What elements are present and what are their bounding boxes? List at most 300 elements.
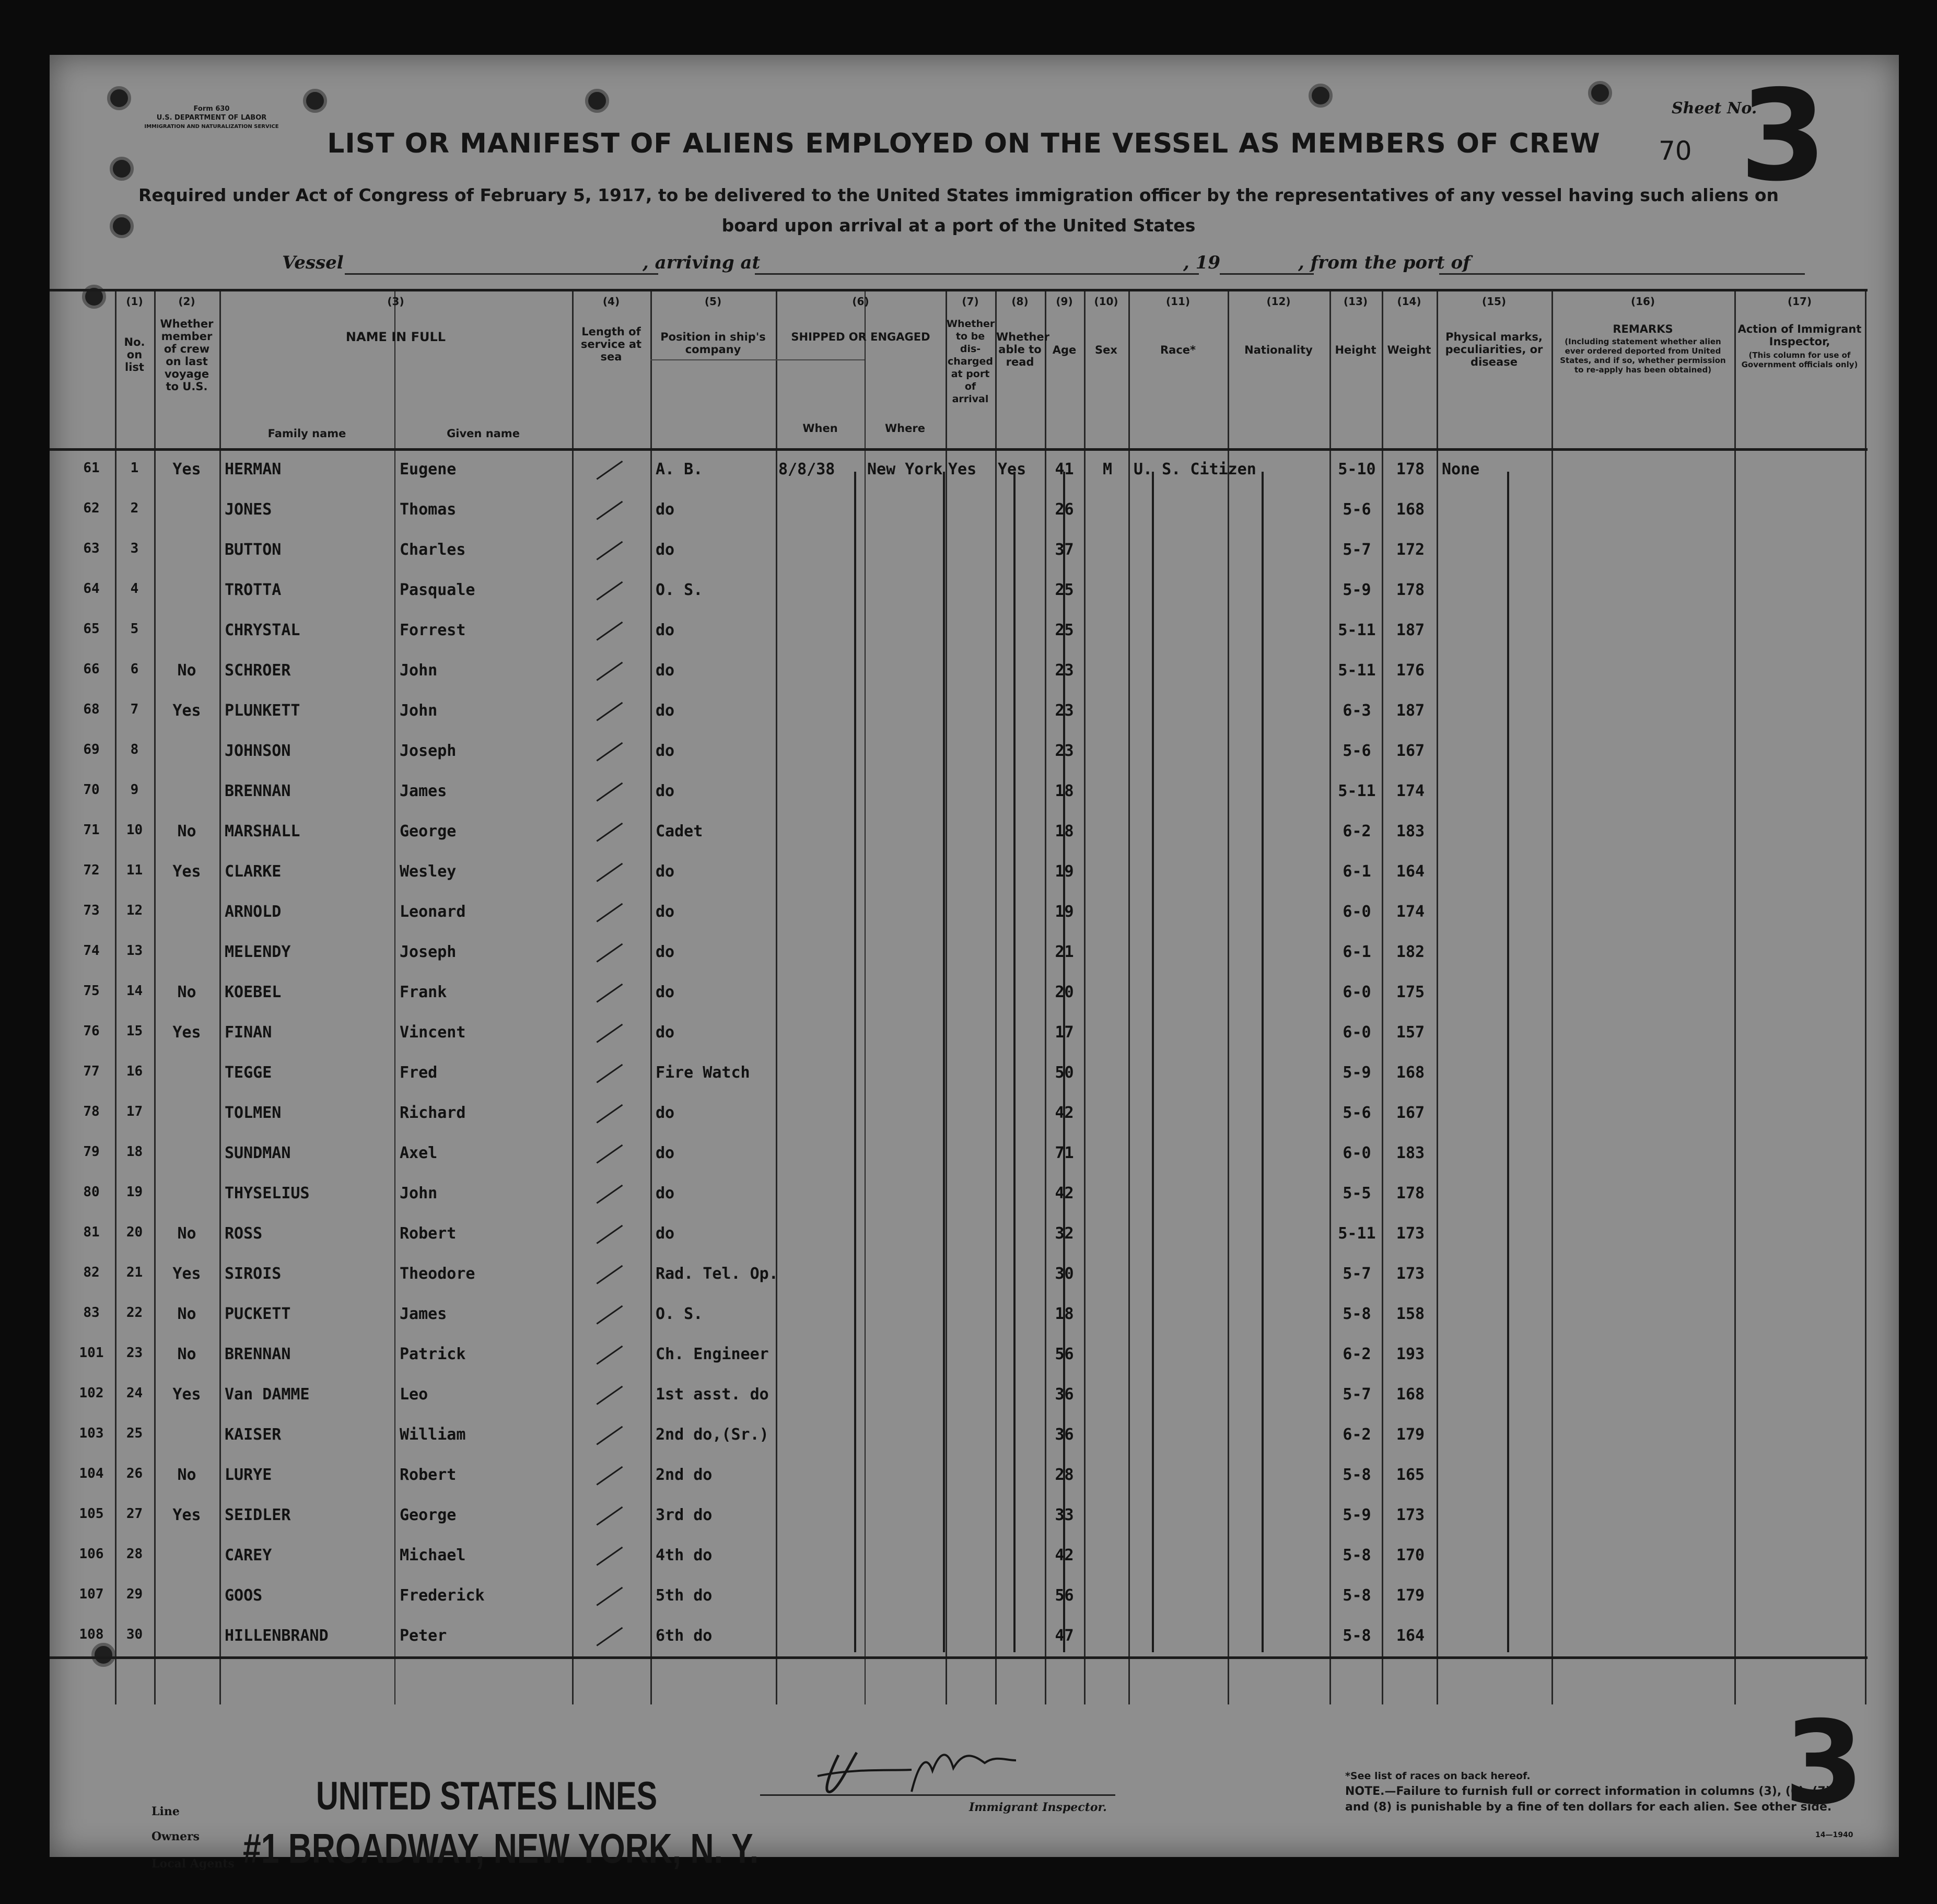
table-row [50, 1617, 1868, 1657]
cell-given: Joseph [400, 742, 457, 760]
table-row [50, 1215, 1868, 1255]
cell-age: 20 [1055, 983, 1074, 1001]
cell-position: do [656, 1224, 675, 1243]
cell-weight: 167 [1396, 742, 1425, 760]
cell-height: 6-0 [1343, 1144, 1371, 1162]
cell-margin: 72 [83, 862, 100, 878]
cell-member: No [177, 1224, 196, 1243]
cell-margin: 108 [79, 1627, 104, 1642]
tick-mark [596, 1547, 623, 1567]
header-given-name: Given name [447, 427, 520, 440]
cell-given: Thomas [400, 500, 457, 519]
cell-no: 25 [126, 1426, 143, 1441]
cell-no: 6 [130, 661, 139, 677]
cell-no: 20 [126, 1224, 143, 1240]
cell-no: 2 [130, 500, 139, 516]
cell-position: do [656, 903, 675, 921]
column-number: (8) [1011, 295, 1029, 308]
address-stamp: #1 BROADWAY, NEW YORK, N. Y. [243, 1825, 759, 1872]
line-stamp: UNITED STATES LINES [316, 1774, 658, 1818]
column-number: (4) [602, 295, 620, 308]
cell-age: 17 [1055, 1023, 1074, 1042]
cell-weight: 178 [1396, 460, 1425, 478]
cell-weight: 164 [1396, 862, 1425, 881]
cell-margin: 75 [83, 983, 100, 999]
cell-margin: 61 [83, 460, 100, 476]
cell-position: Rad. Tel. Op. [656, 1265, 778, 1283]
cell-height: 5-8 [1343, 1586, 1371, 1605]
cell-position: do [656, 862, 675, 881]
cell-weight: 187 [1396, 702, 1425, 720]
footer-sheet-number: 3 [1784, 1696, 1864, 1830]
cell-margin: 80 [83, 1184, 100, 1200]
cell-margin: 71 [83, 822, 100, 838]
footer-note [1345, 1768, 1847, 1815]
cell-age: 71 [1055, 1144, 1074, 1162]
cell-margin: 66 [83, 661, 100, 677]
cell-given: Axel [400, 1144, 438, 1162]
cell-position: do [656, 943, 675, 961]
ditto-line [1013, 472, 1016, 1652]
cell-margin: 79 [83, 1144, 100, 1160]
cell-given: Frank [400, 983, 447, 1001]
tick-mark [596, 1305, 623, 1326]
cell-no: 18 [126, 1144, 143, 1160]
cell-margin: 62 [83, 500, 100, 516]
cell-weight: 174 [1396, 903, 1425, 921]
tick-mark [596, 903, 623, 924]
cell-family: TROTTA [225, 581, 282, 599]
cell-given: William [400, 1426, 466, 1444]
table-row [50, 1014, 1868, 1054]
header-no-on-list: No. on list [124, 336, 145, 373]
cell-family: SEIDLER [225, 1506, 291, 1524]
cell-family: SIROIS [225, 1265, 282, 1283]
tick-mark [596, 1506, 623, 1527]
cell-margin: 107 [79, 1586, 104, 1602]
punch-hole [1309, 84, 1333, 108]
cell-position: O. S. [656, 581, 703, 599]
cell-family: JONES [225, 500, 272, 519]
cell-weight: 168 [1396, 1064, 1425, 1082]
cell-family: MELENDY [225, 943, 291, 961]
cell-height: 5-9 [1343, 1064, 1371, 1082]
tick-mark [596, 742, 623, 763]
arriving-label: , arriving at [643, 252, 761, 273]
cell-height: 6-2 [1343, 1345, 1371, 1363]
cell-weight: 193 [1396, 1345, 1425, 1363]
cell-height: 5-10 [1338, 460, 1376, 478]
cell-height: 6-0 [1343, 983, 1371, 1001]
cell-age: 37 [1055, 541, 1074, 559]
local-agents-label: Local Agents [151, 1857, 235, 1871]
cell-given: Peter [400, 1627, 447, 1645]
cell-age: 19 [1055, 903, 1074, 921]
from-port-label: , from the port of [1298, 252, 1471, 273]
tick-mark [596, 1185, 623, 1205]
cell-family: TOLMEN [225, 1104, 282, 1122]
cell-margin: 63 [83, 541, 100, 556]
cell-family: SCHROER [225, 661, 291, 680]
cell-family: CHRYSTAL [225, 621, 300, 639]
cell-family: HILLENBRAND [225, 1627, 329, 1645]
table-row [50, 692, 1868, 732]
table-row [50, 1497, 1868, 1537]
cell-margin: 76 [83, 1023, 100, 1039]
tick-mark [596, 1265, 623, 1286]
cell-margin: 73 [83, 903, 100, 918]
cell-height: 6-0 [1343, 903, 1371, 921]
cell-position: Cadet [656, 822, 703, 840]
cell-weight: 173 [1396, 1506, 1425, 1524]
column-number: (1) [126, 295, 143, 308]
cell-no: 19 [126, 1184, 143, 1200]
cell-height: 6-1 [1343, 943, 1371, 961]
cell-position: Fire Watch [656, 1064, 750, 1082]
table-row [50, 491, 1868, 531]
tick-mark [596, 702, 623, 722]
cell-no: 8 [130, 742, 139, 757]
cell-margin: 69 [83, 742, 100, 757]
cell-position: A. B. [656, 460, 703, 478]
cell-height: 6-2 [1343, 822, 1371, 840]
cell-given: John [400, 1184, 438, 1202]
cell-age: 18 [1055, 782, 1074, 800]
header-remarks: REMARKS [1613, 323, 1673, 335]
cell-height: 5-11 [1338, 782, 1376, 800]
cell-family: BRENNAN [225, 782, 291, 800]
cell-height: 6-0 [1343, 1023, 1371, 1042]
tick-mark [596, 943, 623, 964]
cell-no: 24 [126, 1385, 143, 1401]
cell-family: CAREY [225, 1546, 272, 1564]
cell-given: George [400, 822, 457, 840]
cell-position: do [656, 541, 675, 559]
cell-member: Yes [172, 1023, 201, 1042]
cell-weight: 170 [1396, 1546, 1425, 1564]
cell-margin: 68 [83, 702, 100, 717]
cell-age: 32 [1055, 1224, 1074, 1243]
cell-height: 5-11 [1338, 1224, 1376, 1243]
cell-position: Ch. Engineer [656, 1345, 769, 1363]
cell-no: 5 [130, 621, 139, 637]
cell-family: THYSELIUS [225, 1184, 310, 1202]
cell-age: 33 [1055, 1506, 1074, 1524]
cell-margin: 65 [83, 621, 100, 637]
cell-position: 2nd do,(Sr.) [656, 1426, 769, 1444]
cell-height: 5-6 [1343, 1104, 1371, 1122]
table-row [50, 773, 1868, 813]
cell-position: do [656, 1023, 675, 1042]
cell-position: do [656, 782, 675, 800]
cell-margin: 102 [79, 1385, 104, 1401]
cell-age: 28 [1055, 1466, 1074, 1484]
cell-weight: 176 [1396, 661, 1425, 680]
cell-family: Van DAMME [225, 1385, 310, 1404]
cell-height: 5-9 [1343, 581, 1371, 599]
cell-margin: 74 [83, 943, 100, 959]
header-able-read: Whether able to read [996, 331, 1049, 368]
cell-weight: 175 [1396, 983, 1425, 1001]
cell-no: 11 [126, 862, 143, 878]
cell-weight: 179 [1396, 1426, 1425, 1444]
table-row [50, 1456, 1868, 1497]
tick-mark [596, 622, 623, 642]
cell-height: 5-8 [1343, 1627, 1371, 1645]
ditto-line [1507, 472, 1509, 1652]
cell-family: PUCKETT [225, 1305, 291, 1323]
cell-position: do [656, 702, 675, 720]
cell-height: 5-6 [1343, 500, 1371, 519]
cell-weight: 187 [1396, 621, 1425, 639]
cell-member: Yes [172, 862, 201, 881]
cell-no: 1 [130, 460, 139, 476]
cell-margin: 104 [79, 1466, 104, 1481]
column-number: (13) [1343, 295, 1368, 308]
table-row [50, 1295, 1868, 1336]
owners-label: Owners [151, 1830, 200, 1843]
cell-no: 4 [130, 581, 139, 597]
cell-height: 6-3 [1343, 702, 1371, 720]
print-code: 14—1940 [1815, 1831, 1853, 1839]
cell-given: Joseph [400, 943, 457, 961]
sheet-label: Sheet No. [1672, 99, 1757, 118]
cell-age: 36 [1055, 1385, 1074, 1404]
punch-hole [585, 89, 609, 113]
cell-age: 42 [1055, 1104, 1074, 1122]
vessel-label: Vessel [282, 252, 344, 273]
cell-weight: 164 [1396, 1627, 1425, 1645]
tick-mark [596, 1225, 623, 1245]
cell-age: 56 [1055, 1345, 1074, 1363]
cell-no: 23 [126, 1345, 143, 1361]
cell-given: Wesley [400, 862, 457, 881]
cell-age: 18 [1055, 1305, 1074, 1323]
cell-family: TEGGE [225, 1064, 272, 1082]
cell-height: 5-8 [1343, 1466, 1371, 1484]
cell-position: do [656, 742, 675, 760]
cell-no: 3 [130, 541, 139, 556]
cell-weight: 165 [1396, 1466, 1425, 1484]
table-row [50, 813, 1868, 853]
cell-margin: 78 [83, 1104, 100, 1119]
ditto-line [943, 472, 945, 1652]
table-row [50, 652, 1868, 692]
tick-mark [596, 1104, 623, 1125]
cell-no: 14 [126, 983, 143, 999]
table-row [50, 1135, 1868, 1175]
cell-given: Forrest [400, 621, 466, 639]
cell-where: New York [867, 460, 943, 478]
cell-age: 56 [1055, 1586, 1074, 1605]
cell-position: do [656, 1144, 675, 1162]
cell-read: Yes [998, 460, 1026, 478]
cell-family: GOOS [225, 1586, 263, 1605]
cell-age: 36 [1055, 1426, 1074, 1444]
cell-family: LURYE [225, 1466, 272, 1484]
header-race: Race* [1160, 344, 1196, 356]
table-row [50, 1255, 1868, 1295]
column-number: (2) [178, 295, 195, 308]
header-weight: Weight [1387, 344, 1431, 356]
cell-race: U. S. Citizen [1134, 460, 1256, 478]
cell-no: 28 [126, 1546, 143, 1562]
cell-given: Robert [400, 1466, 457, 1484]
header-name-in-full: NAME IN FULL [345, 330, 446, 344]
cell-weight: 173 [1396, 1265, 1425, 1283]
header-physical-marks: Physical marks, peculiarities, or disease [1445, 331, 1543, 368]
header-member-last-voyage: Whether member of crew on last voyage to U.S. [160, 318, 214, 393]
cell-height: 5-11 [1338, 661, 1376, 680]
page-title: LIST OR MANIFEST OF ALIENS EMPLOYED ON THE VESSEL AS MEMBERS OF CREW [327, 128, 1601, 159]
cell-margin: 106 [79, 1546, 104, 1562]
tick-mark [596, 662, 623, 682]
cell-age: 23 [1055, 702, 1074, 720]
crew-rows [50, 451, 1868, 1657]
cell-family: ARNOLD [225, 903, 282, 921]
cell-given: Eugene [400, 460, 457, 478]
cell-no: 16 [126, 1064, 143, 1079]
cell-height: 5-7 [1343, 1385, 1371, 1404]
cell-weight: 168 [1396, 1385, 1425, 1404]
tick-mark [596, 1386, 623, 1406]
header-remarks-note: (Including statement whether alien ever ordered deported from United States, and if so, whether permission to re-apply has been obtained) [1560, 337, 1726, 375]
cell-member: Yes [172, 460, 201, 478]
cell-margin: 83 [83, 1305, 100, 1321]
inspector-signature [807, 1739, 1058, 1802]
form-number: Form 630 [193, 105, 230, 113]
subtitle: Required under Act of Congress of February 5, 1917, to be delivered to the United States immigration officer by the representatives of any vessel having such aliens on board upon arrival at a port of the United States [138, 185, 1779, 236]
year-label: , 19 [1183, 252, 1220, 273]
cell-height: 5-9 [1343, 1506, 1371, 1524]
cell-given: George [400, 1506, 457, 1524]
table-row [50, 974, 1868, 1014]
table-row [50, 612, 1868, 652]
cell-weight: 178 [1396, 581, 1425, 599]
cell-member: No [177, 1466, 196, 1484]
cell-age: 30 [1055, 1265, 1074, 1283]
cell-age: 42 [1055, 1184, 1074, 1202]
cell-no: 21 [126, 1265, 143, 1280]
table-row [50, 531, 1868, 571]
column-number: (15) [1481, 295, 1507, 308]
tick-mark [596, 1587, 623, 1607]
cell-given: Leonard [400, 903, 466, 921]
service: IMMIGRATION AND NATURALIZATION SERVICE [144, 124, 279, 130]
cell-position: O. S. [656, 1305, 703, 1323]
cell-given: Richard [400, 1104, 466, 1122]
cell-age: 18 [1055, 822, 1074, 840]
header-nationality: Nationality [1244, 344, 1313, 356]
cell-age: 50 [1055, 1064, 1074, 1082]
cell-age: 25 [1055, 621, 1074, 639]
cell-given: Pasquale [400, 581, 475, 599]
tick-mark [596, 1627, 623, 1648]
cell-position: do [656, 500, 675, 519]
cell-no: 22 [126, 1305, 143, 1321]
cell-age: 25 [1055, 581, 1074, 599]
column-number: (17) [1787, 295, 1812, 308]
form-identifier [102, 104, 321, 131]
cell-no: 10 [126, 822, 143, 838]
cell-margin: 64 [83, 581, 100, 597]
table-row [50, 1054, 1868, 1094]
column-number: (11) [1165, 295, 1191, 308]
tick-mark [596, 1024, 623, 1044]
header-sex: Sex [1095, 344, 1117, 356]
tick-mark [596, 1426, 623, 1446]
column-number: (10) [1094, 295, 1118, 308]
cell-weight: 172 [1396, 541, 1425, 559]
cell-position: do [656, 661, 675, 680]
table-row [50, 1416, 1868, 1456]
penalty-note: NOTE.—Failure to furnish full or correct information in columns (3), (6), (7), and (8) is punishable by a fine of ten dollars for each alien. See other side. [1345, 1785, 1836, 1814]
cell-margin: 70 [83, 782, 100, 798]
cell-position: 6th do [656, 1627, 713, 1645]
tick-mark [596, 863, 623, 883]
cell-marks: None [1442, 460, 1480, 478]
cell-family: KOEBEL [225, 983, 282, 1001]
cell-weight: 174 [1396, 782, 1425, 800]
tick-mark [596, 501, 623, 521]
cell-margin: 105 [79, 1506, 104, 1522]
tick-mark [596, 823, 623, 843]
line-label: Line [151, 1805, 180, 1818]
cell-no: 26 [126, 1466, 143, 1481]
table-row [50, 571, 1868, 612]
column-number: (16) [1630, 295, 1655, 308]
table-row [50, 1537, 1868, 1577]
cell-weight: 182 [1396, 943, 1425, 961]
cell-given: James [400, 782, 447, 800]
cell-member: No [177, 1345, 196, 1363]
sheet-number: 3 [1740, 63, 1827, 209]
cell-family: JOHNSON [225, 742, 291, 760]
cell-position: 2nd do [656, 1466, 713, 1484]
cell-weight: 173 [1396, 1224, 1425, 1243]
cell-no: 17 [126, 1104, 143, 1119]
table-row [50, 1336, 1868, 1376]
tick-mark [596, 1346, 623, 1366]
cell-margin: 81 [83, 1224, 100, 1240]
cell-given: Michael [400, 1546, 466, 1564]
punch-hole [1588, 81, 1612, 105]
cell-member: No [177, 983, 196, 1001]
cell-height: 5-11 [1338, 621, 1376, 639]
vessel-line [232, 252, 1800, 278]
cell-weight: 183 [1396, 1144, 1425, 1162]
cell-weight: 167 [1396, 1104, 1425, 1122]
cell-age: 47 [1055, 1627, 1074, 1645]
punch-hole [110, 157, 134, 181]
ditto-line [854, 472, 856, 1652]
cell-no: 27 [126, 1506, 143, 1522]
header-where: Where [885, 422, 925, 435]
header-height: Height [1335, 344, 1376, 356]
column-number: (12) [1266, 295, 1291, 308]
cell-no: 15 [126, 1023, 143, 1039]
cell-when: 8/8/38 [778, 460, 835, 478]
table-row [50, 893, 1868, 933]
column-number: (14) [1397, 295, 1421, 308]
cell-age: 26 [1055, 500, 1074, 519]
tick-mark [596, 581, 623, 602]
races-note: *See list of races on back hereof. [1345, 1770, 1531, 1782]
cell-height: 5-7 [1343, 1265, 1371, 1283]
cell-given: Vincent [400, 1023, 466, 1042]
cell-position: do [656, 1104, 675, 1122]
header-action: Action of Immigrant Inspector, [1737, 323, 1862, 348]
